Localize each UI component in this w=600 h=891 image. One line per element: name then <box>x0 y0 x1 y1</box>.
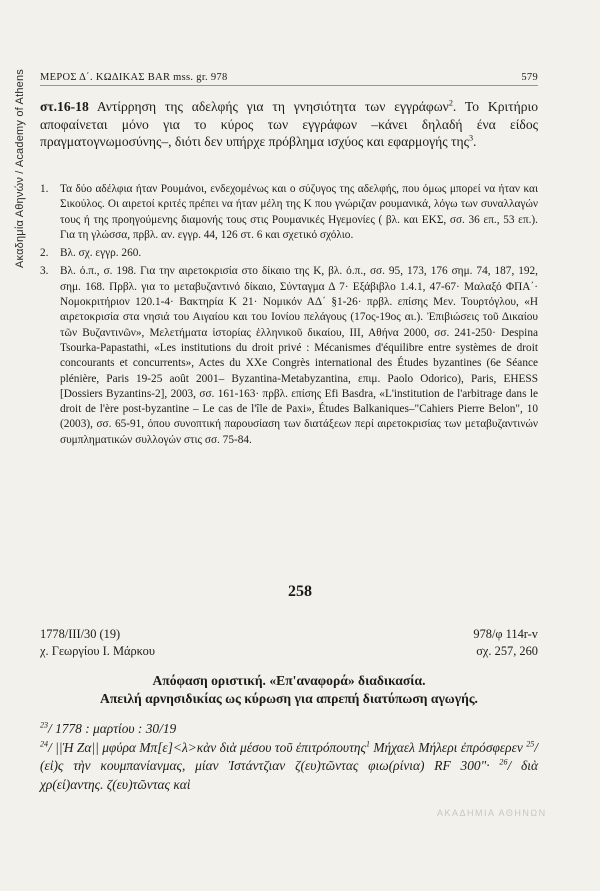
running-head <box>40 72 538 86</box>
page-number: 579 <box>521 72 538 83</box>
document-title <box>40 672 538 708</box>
metadata-row <box>40 643 538 660</box>
title-line: Απειλή αρνησιδικίας ως κύρωση για απρεπή διατύπωση αγωγής. <box>100 691 478 706</box>
footnote-item <box>40 246 538 261</box>
manuscript-reference: 978/φ 114r-v <box>473 627 538 641</box>
library-stamp: ΑΚΑΔΗΜΙΑ ΑΘΗΝΩΝ <box>437 808 547 818</box>
footnote-number: 2. <box>40 247 49 260</box>
metadata-row <box>40 626 538 643</box>
footnote-ref: 2 <box>448 98 453 108</box>
title-line: Απόφαση οριστική. «Επ'αναφορά» διαδικασία. <box>152 673 426 688</box>
running-head-title: ΜΕΡΟΣ Δ΄. ΚΩΔΙΚΑΣ BAR mss. gr. 978 <box>40 72 228 83</box>
footnote-text: Βλ. σχ. εγγρ. 260. <box>60 247 142 260</box>
line-reference: στ.16-18 <box>40 99 89 114</box>
footnote-text: Τα δύο αδέλφια ήταν Ρουμάνοι, ενδεχομένως και ο σύζυγος της αδελφής, που όμως μπορεί να ήταν και Σικούλος. Οι αιρετοί κριτές πρέπει να ήταν μέλη της Κ που γνώριζαν ρουμανικά, λόγω των συναλλαγών τους ή της προηγούμενης διαμονής τους στις Ρουμανικές Ηγεμονίες ( βλ. και ΕΚΣ, σσ. 36 επ., 53 επ.). Για τη γλώσσα, πρβλ. αν. εγγρ. 44, 126 στ. 6 και σχετικό σχόλιο. <box>60 183 538 241</box>
footnotes <box>40 182 538 451</box>
document-metadata <box>40 626 538 660</box>
commentary-paragraph <box>40 98 538 151</box>
cross-reference: σχ. 257, 260 <box>476 644 538 658</box>
document-transcription <box>40 720 538 794</box>
document-number: 258 <box>288 583 312 600</box>
transcription-line: $^{23}$/ 1778 : μαρτίου : 30/19 <box>40 720 177 736</box>
footnote-number: 1. <box>40 183 49 195</box>
commentary-text: στ.16-18 Αντίρρηση της αδελφής για τη γνησιότητα των εγγράφων$^2$. Το Κριτήριο αποφαίνεται μόνο για το κύρος των εγγράφων –κάνει δηλαδή ένα είδος πραγματογνωμοσύνης–, διότι δεν υπήρχε πρόβλημα ισχύος και εφαρμογής της$^3$. <box>40 98 538 149</box>
archive-watermark: Ακαδημία Αθηνών / Academy of Athens <box>14 68 26 268</box>
footnote-item <box>40 182 538 243</box>
transcription-line: $^{24}$/ ||Ἡ Ζα|| μφύρα Μπ[ε]<λ>κὰν διὰ μέσου τοῦ ἐπιτρόπουτης$^1$ Μήχαελ Μήλερι ἐπρόσφερεν $^{25}$/ (εἰ)ς τὴν κουμπανίανμας, μίαν Ἰστάντζιαν ζ(ευ)τῶντας φιω(ρίνια) RF 300"· $^{26}$/ διὰ χρ(εί)αντης. ζ(ευ)τῶντας καὶ <box>40 739 538 792</box>
scribe-name: χ. Γεωργίου Ι. Μάρκου <box>40 644 155 658</box>
document-date: 1778/III/30 (19) <box>40 627 121 641</box>
footnote-item <box>40 264 538 448</box>
footnote-text: Βλ. ό.π., σ. 198. Για την αιρετοκρισία στο δίκαιο της Κ, βλ. ό.π., σσ. 95, 173, 176 σημ. 74, 187, 192, σημ. 168. Πρβλ. για το μεταβυζαντινό δίκαιο, Σύνταγμα Δ 7· Εξάβιβλο 1.4.1, 47-67· Μαλαξό ΦΠΑ΄· Νομοκριτήριον 120.1-4· Βακτηρία Κ 21· Νομικόν ΑΔ΄ §1-26· πρβλ. επίσης Μεν. Τουρτόγλου, «Η αιρετοκρισία στα νησιά του Αιγαίου και του Ιονίου πελάγους (17ος-19ος αι.). Ἐπιβιώσεις τοῦ Δικαίου τῶν Βυζαντινῶν», Μελετήματα ἱστορίας ἑλληνικοῦ δικαίου, ΙΙΙ, Αθήνα 2000, σσ. 241-250· Despina Tsourka-Papastathi, «Les institutions du droit privé : Mécanismes d'équilibre entre systèmes de droit concourants et concurrents», Actes du XXe Congrès international des Études byzantines (6e Séance plénière, Paris 19-25 août 2001– Byzantina-Metabyzantina, επιμ. Paolo Odorico), Paris, EHESS [Dossiers Byzantins-2], 2003, σσ. 161-163· πρβλ. επίσης Efi Basdra, «L'institution de l'arbitrage dans le droit de l'ère post-byzantine – Le cas de l'île de Paxi», Études Balkaniques–"Cahiers Pierre Belon", 10 (2003), σσ. 65-91, όπου συνοπτική παρουσίαση των διατάξεων περί αιρετοκρισίας των μεταβυζαντινών συμπληματικών συλλογών στις σσ. 75-84. <box>60 265 538 446</box>
footnote-ref: 3 <box>468 133 474 143</box>
footnote-number: 3. <box>40 265 49 278</box>
